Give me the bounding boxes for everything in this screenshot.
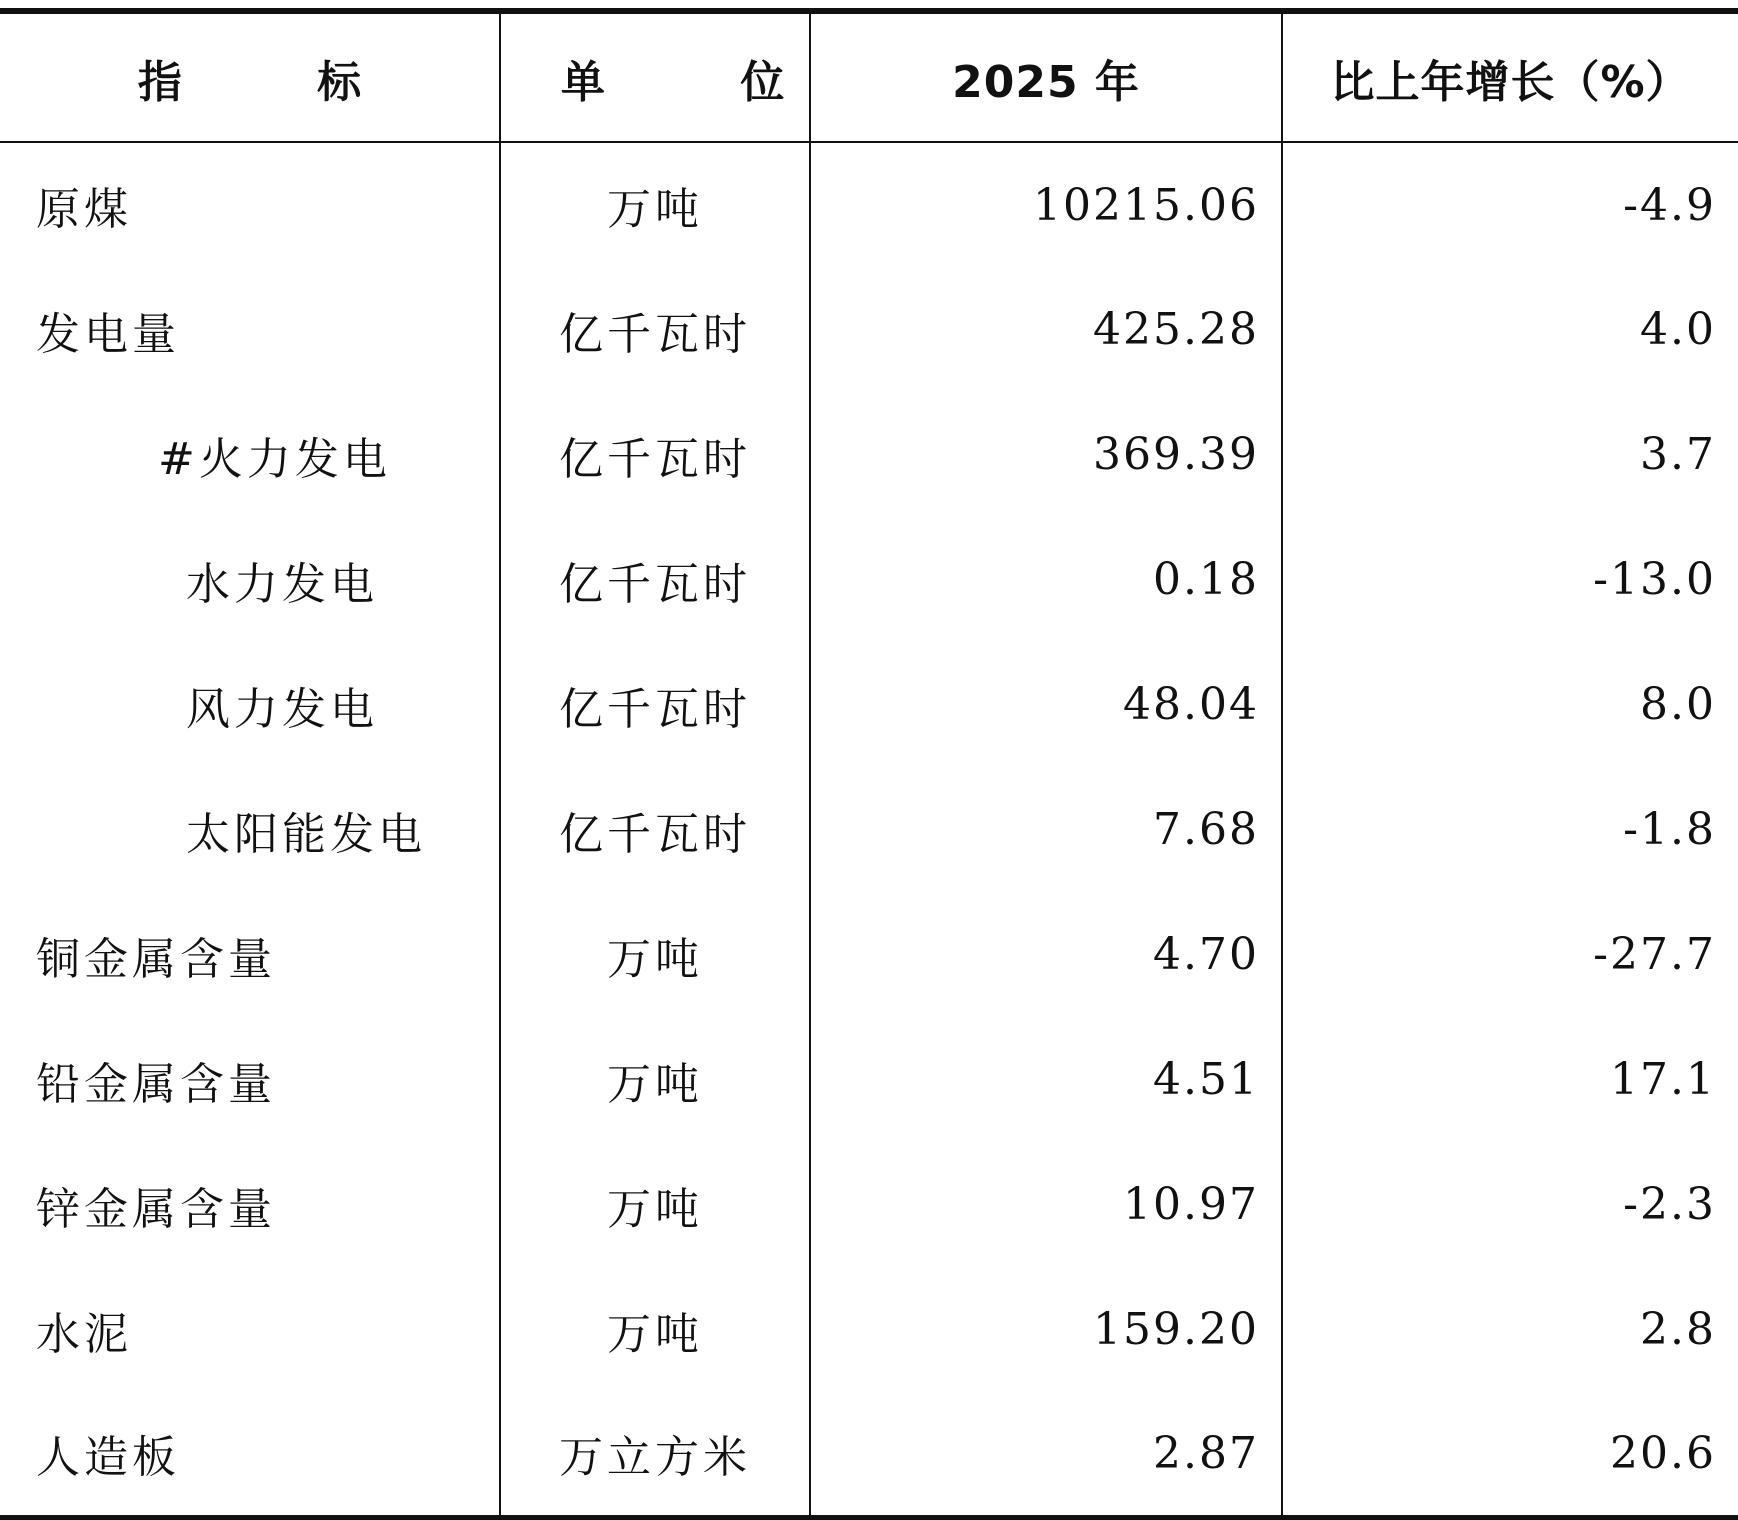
industrial-output-table-container [0, 8, 1738, 1520]
table-body [0, 142, 1738, 1517]
row-unit: 万吨 [500, 1267, 810, 1392]
row-unit: 亿千瓦时 [500, 767, 810, 892]
row-unit: 万立方米 [500, 1392, 810, 1517]
row-value-2025: 2.87 [810, 1392, 1282, 1517]
row-value-2025: 7.68 [810, 767, 1282, 892]
row-value-2025: 425.28 [810, 267, 1282, 392]
row-unit: 万吨 [500, 1142, 810, 1267]
row-value-2025: 369.39 [810, 392, 1282, 517]
row-indicator-name: #火力发电 [158, 433, 391, 485]
row-growth-percent: 8.0 [1282, 642, 1738, 767]
row-indicator-name: 原煤 [36, 184, 132, 235]
row-growth-percent: 20.6 [1282, 1392, 1738, 1517]
row-growth-percent: 2.8 [1282, 1267, 1738, 1392]
row-growth-percent: -13.0 [1282, 517, 1738, 642]
industrial-output-table [0, 8, 1738, 1520]
row-value-2025: 159.20 [810, 1267, 1282, 1392]
row-indicator-name: 太阳能发电 [186, 808, 426, 860]
table-row [0, 392, 1738, 517]
table-row [0, 1017, 1738, 1142]
row-growth-percent: -4.9 [1282, 142, 1738, 267]
table-row [0, 1392, 1738, 1517]
header-year: 2025 年 [810, 11, 1282, 142]
row-indicator-name: 水力发电 [186, 558, 378, 610]
row-indicator-name: 人造板 [0, 1392, 500, 1517]
row-growth-percent: 3.7 [1282, 392, 1738, 517]
table-row [0, 642, 1738, 767]
table-row [0, 892, 1738, 1017]
header-indicator: 指 标 [0, 11, 500, 142]
row-value-2025: 4.70 [810, 892, 1282, 1017]
row-growth-percent: -1.8 [1282, 767, 1738, 892]
table-row [0, 767, 1738, 892]
row-unit: 亿千瓦时 [500, 267, 810, 392]
table-header [0, 11, 1738, 142]
row-value-2025: 4.51 [810, 1017, 1282, 1142]
row-indicator-name: 铅金属含量 [36, 1058, 276, 1110]
row-indicator-name: 风力发电 [186, 683, 378, 735]
row-indicator-name: 铜金属含量 [36, 933, 276, 985]
row-unit: 亿千瓦时 [500, 642, 810, 767]
row-growth-percent: -2.3 [1282, 1142, 1738, 1267]
row-unit: 亿千瓦时 [500, 392, 810, 517]
row-growth-percent: 17.1 [1282, 1017, 1738, 1142]
row-unit: 万吨 [500, 142, 810, 267]
table-row [0, 142, 1738, 267]
table-row [0, 517, 1738, 642]
row-growth-percent: 4.0 [1282, 267, 1738, 392]
row-growth-percent: -27.7 [1282, 892, 1738, 1017]
row-value-2025: 0.18 [810, 517, 1282, 642]
row-unit: 万吨 [500, 1017, 810, 1142]
row-value-2025: 10.97 [810, 1142, 1282, 1267]
table-row [0, 1142, 1738, 1267]
row-indicator-name: 发电量 [36, 308, 180, 360]
row-indicator-name: 锌金属含量 [36, 1183, 276, 1235]
row-value-2025: 10215.06 [810, 142, 1282, 267]
table-row [0, 267, 1738, 392]
row-indicator-name: 水泥 [36, 1308, 132, 1360]
row-value-2025: 48.04 [810, 642, 1282, 767]
header-growth: 比上年增长（%） [1282, 11, 1738, 142]
row-unit: 亿千瓦时 [500, 517, 810, 642]
table-row [0, 1267, 1738, 1392]
header-row [0, 11, 1738, 142]
header-unit: 单 位 [500, 11, 810, 142]
row-unit: 万吨 [500, 892, 810, 1017]
